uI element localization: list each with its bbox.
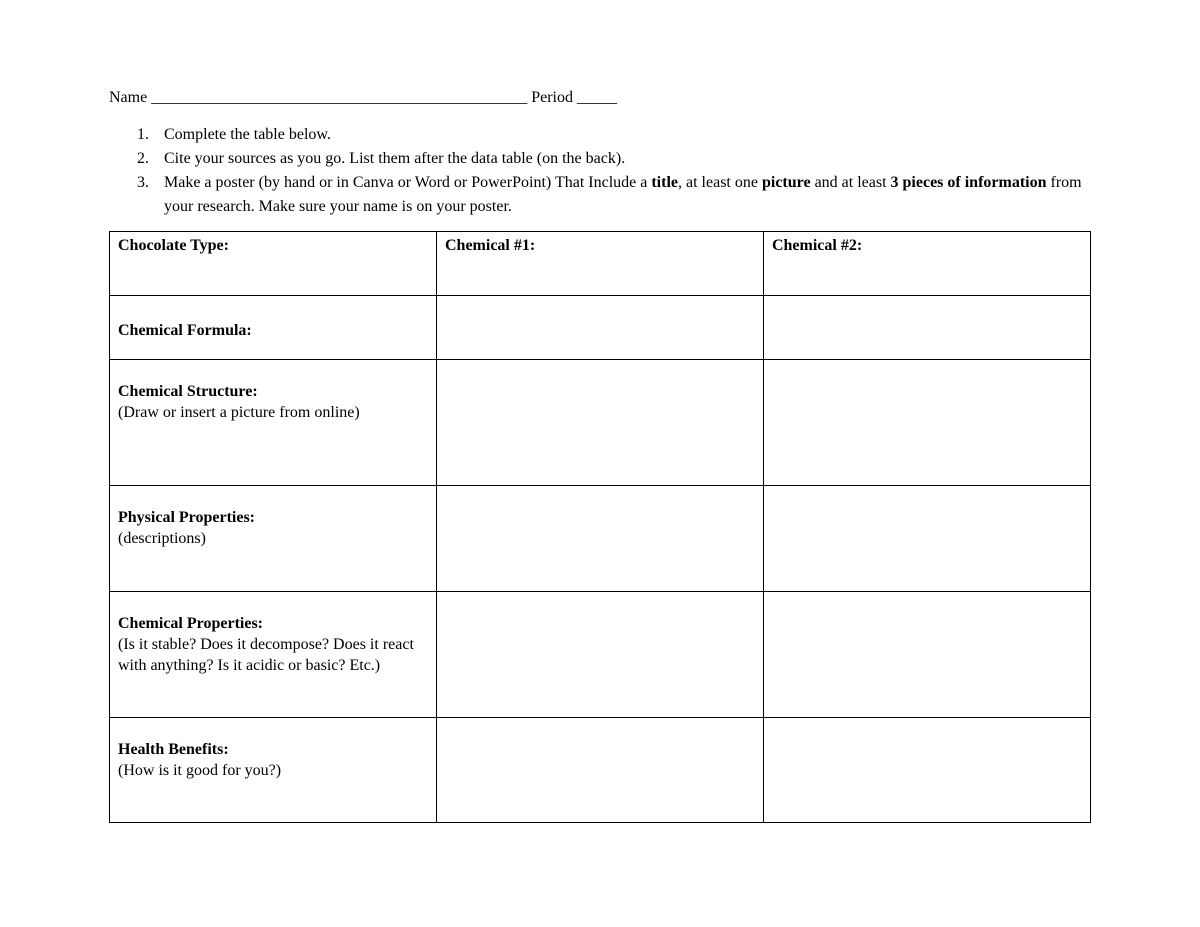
instruction-bold-picture: picture: [761, 174, 811, 191]
chemical-1-structure-cell[interactable]: [436, 360, 763, 486]
chocolate-type-cell[interactable]: [110, 232, 437, 296]
chemical-structure-desc: (Draw or insert a picture from online): [118, 404, 360, 421]
chemical-2-label: Chemical #2:: [771, 237, 863, 254]
chemical-formula-label: Chemical Formula:: [118, 322, 252, 339]
name-label: Name: [109, 89, 148, 106]
chocolate-chemistry-table: [109, 231, 1091, 823]
table-row: [110, 592, 1091, 718]
table-row: [110, 486, 1091, 592]
chemical-structure-label: Chemical Structure:: [118, 383, 258, 400]
instruction-bold-title: title: [651, 174, 678, 191]
row-label-cell: [110, 718, 437, 823]
chemical-1-health-cell[interactable]: [436, 718, 763, 823]
chemical-1-physical-cell[interactable]: [436, 486, 763, 592]
chemical-1-label: Chemical #1:: [444, 237, 536, 254]
instruction-text-part: , at least one: [678, 174, 762, 191]
chemical-1-cell[interactable]: [436, 232, 763, 296]
chemical-properties-desc: (Is it stable? Does it decompose? Does it react with anything? Is it acidic or basic? Etc.): [118, 636, 414, 674]
instruction-text-part: Make a poster (by hand or in Canva or Word or PowerPoint) That Include a: [164, 174, 652, 191]
row-label-cell: [110, 486, 437, 592]
row-label-cell: [110, 360, 437, 486]
chemical-properties-label: Chemical Properties:: [118, 615, 263, 632]
period-blank[interactable]: _____: [576, 89, 617, 106]
instructions-list: [109, 123, 1089, 219]
row-label-cell: [110, 296, 437, 360]
instruction-text: Cite your sources as you go. List them after the data table (on the back).: [164, 150, 626, 167]
table-row: [110, 296, 1091, 360]
instruction-number: 2.: [137, 150, 149, 167]
instruction-item: [109, 171, 1089, 219]
chemical-2-health-cell[interactable]: [763, 718, 1090, 823]
chemical-2-chemical-cell[interactable]: [763, 592, 1090, 718]
chemical-1-formula-cell[interactable]: [436, 296, 763, 360]
physical-properties-label: Physical Properties:: [118, 509, 256, 526]
name-period-line: [109, 89, 617, 107]
instruction-item: [109, 123, 1089, 147]
chemical-2-physical-cell[interactable]: [763, 486, 1090, 592]
instruction-item: [109, 147, 1089, 171]
chemical-2-cell[interactable]: [763, 232, 1090, 296]
table-header-row: [110, 232, 1091, 296]
instruction-number: 1.: [137, 126, 149, 143]
table-row: [110, 360, 1091, 486]
instruction-text-part: and at least: [810, 174, 891, 191]
health-benefits-desc: (How is it good for you?): [118, 762, 282, 779]
instruction-text-part: from your research. Make sure your name is on your poster.: [164, 174, 1082, 215]
chemical-2-structure-cell[interactable]: [763, 360, 1090, 486]
name-blank[interactable]: _______________________________________________: [151, 89, 528, 106]
instruction-text: Complete the table below.: [164, 126, 331, 143]
instruction-bold-info: 3 pieces of information: [890, 174, 1047, 191]
chemical-1-chemical-cell[interactable]: [436, 592, 763, 718]
table-row: [110, 718, 1091, 823]
health-benefits-label: Health Benefits:: [118, 741, 229, 758]
physical-properties-desc: (descriptions): [118, 530, 206, 547]
chemical-2-formula-cell[interactable]: [763, 296, 1090, 360]
period-label: Period: [531, 89, 573, 106]
instruction-number: 3.: [137, 174, 149, 191]
row-label-cell: [110, 592, 437, 718]
chocolate-type-label: Chocolate Type:: [118, 237, 229, 254]
